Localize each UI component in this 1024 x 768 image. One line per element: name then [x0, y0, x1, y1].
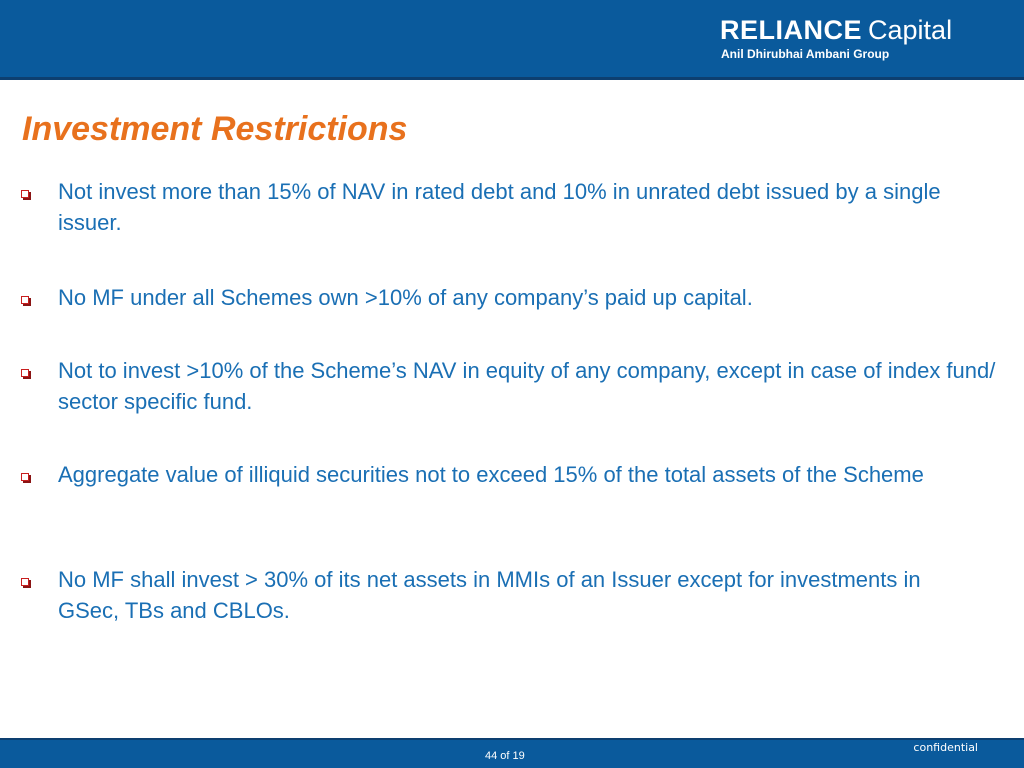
- bullet-text: Aggregate value of illiquid securities not to exceed 15% of the total assets of the Scheme: [58, 462, 924, 487]
- bullet-item: [18, 282, 1024, 313]
- bullet-text: Not invest more than 15% of NAV in rated debt and 10% in unrated debt issued by a single issuer.: [58, 179, 941, 235]
- confidential-label: confidential: [913, 741, 978, 754]
- bullet-marker-icon: [21, 296, 29, 304]
- logo-capital: Capital: [868, 15, 953, 45]
- bullet-item: [18, 176, 1003, 238]
- bullet-marker-icon: [21, 578, 29, 586]
- bullet-text: No MF under all Schemes own >10% of any company’s paid up capital.: [58, 285, 753, 310]
- slide-title: Investment Restrictions: [22, 110, 408, 148]
- logo-wordmark: [720, 14, 952, 46]
- bullet-marker-icon: [21, 369, 29, 377]
- logo-brand: RELIANCE: [720, 15, 863, 45]
- bullet-item: [18, 564, 978, 626]
- bullet-item: [18, 459, 1024, 490]
- company-logo: [720, 14, 1002, 66]
- header-bar: [0, 0, 1024, 80]
- bullet-text: Not to invest >10% of the Scheme’s NAV in equity of any company, except in case of index fund/ sector specific fund.: [58, 358, 996, 414]
- bullet-marker-icon: [21, 473, 29, 481]
- page-number: 44 of 19: [485, 750, 525, 762]
- bullet-text: No MF shall invest > 30% of its net assets in MMIs of an Issuer except for investments in GSec, TBs and CBLOs.: [58, 567, 921, 623]
- footer-bar: [0, 738, 1024, 768]
- bullet-item: [18, 355, 1024, 417]
- logo-tagline: Anil Dhirubhai Ambani Group: [721, 47, 890, 61]
- bullet-marker-icon: [21, 190, 29, 198]
